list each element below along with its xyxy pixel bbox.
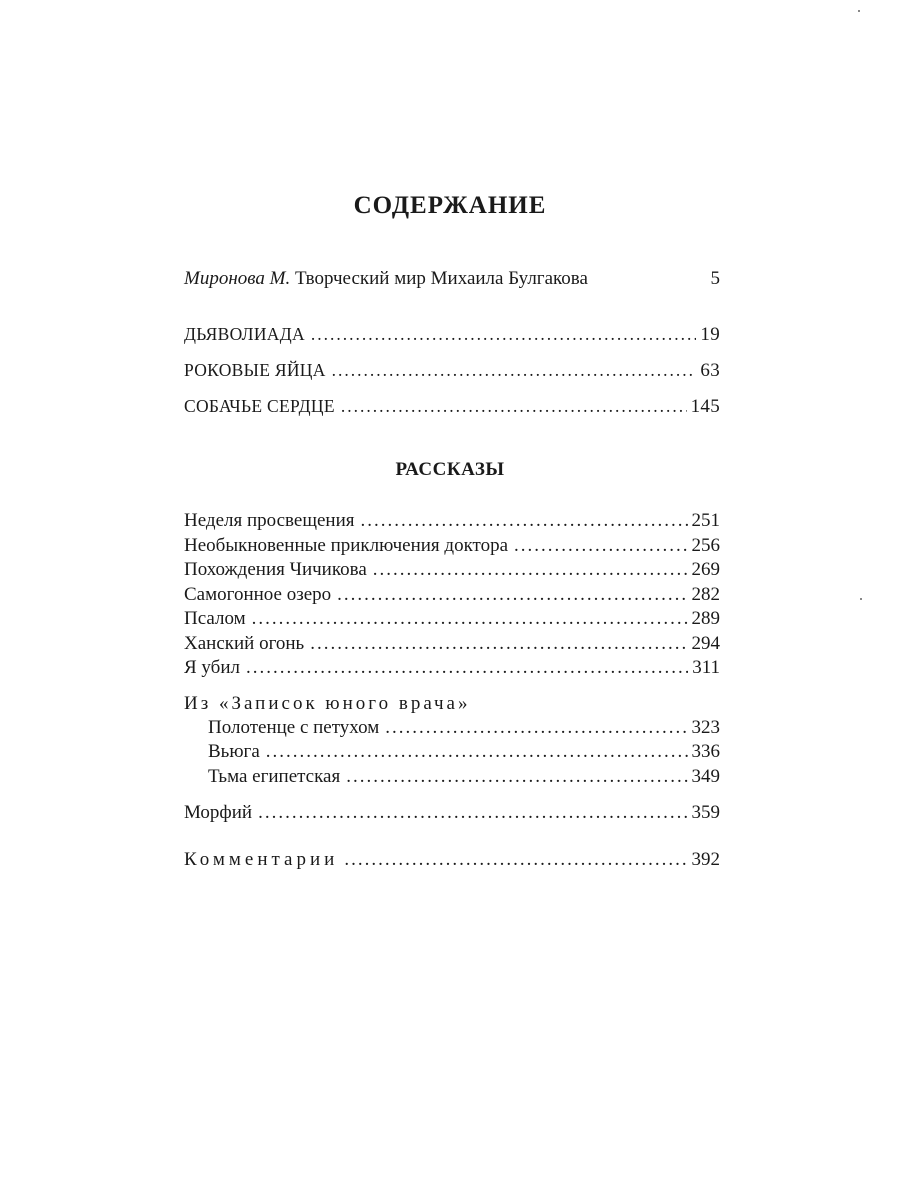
- story-title: Ханский огонь: [184, 632, 305, 654]
- novel-entry: [184, 388, 720, 424]
- dot-leader: [373, 558, 688, 583]
- spacer: [184, 838, 720, 848]
- story-page-number: 269: [691, 559, 720, 580]
- story-entry: [184, 534, 720, 559]
- story-title: Я убил: [184, 657, 240, 678]
- dot-leader: [337, 583, 687, 608]
- novel-page-number: 145: [690, 396, 720, 417]
- notes-page-number: 336: [691, 741, 720, 762]
- novels-list: [184, 316, 720, 424]
- intro-author: Миронова М.: [184, 268, 291, 289]
- novel-title: СОБАЧЬЕ СЕРДЦЕ: [184, 396, 335, 416]
- dot-leader: [266, 740, 688, 765]
- novel-page-number: 19: [700, 324, 720, 345]
- spacer: [184, 681, 720, 691]
- dot-leader: [360, 509, 687, 534]
- notes-page-number: 323: [691, 716, 720, 738]
- page-edge-mark: [860, 598, 862, 600]
- notes-entry: [184, 765, 720, 790]
- morphine-title: Морфий: [184, 802, 253, 823]
- intro-entry: [184, 268, 720, 290]
- contents-heading: СОДЕРЖАНИЕ: [353, 192, 547, 219]
- story-page-number: 311: [692, 657, 720, 678]
- intro-title: Творческий мир Михаила Булгакова: [290, 268, 588, 289]
- notes-title: Полотенце с петухом: [208, 716, 380, 738]
- dot-leader: [514, 534, 687, 559]
- dot-leader: [341, 388, 687, 424]
- notes-page-number: 349: [691, 765, 720, 787]
- dot-leader: [332, 352, 697, 388]
- dot-leader: [346, 765, 687, 790]
- story-title: Самогонное озеро: [184, 583, 332, 605]
- dot-leader: [385, 716, 687, 741]
- stories-list: [184, 509, 720, 872]
- story-page-number: 289: [691, 608, 720, 629]
- novel-page-number: 63: [700, 360, 720, 381]
- novel-entry: [184, 352, 720, 388]
- story-entry: [184, 509, 720, 534]
- page-edge-mark: [858, 10, 860, 12]
- notes-entry: [184, 716, 720, 741]
- notes-title: Вьюга: [208, 741, 260, 762]
- dot-leader: [246, 656, 688, 681]
- stories-heading: РАССКАЗЫ: [395, 459, 505, 480]
- novel-title: РОКОВЫЕ ЯЙЦА: [184, 360, 326, 380]
- dot-leader: [344, 848, 687, 873]
- notes-entry: [184, 740, 720, 765]
- spacer: [184, 789, 720, 801]
- story-title: Похождения Чичикова: [184, 559, 367, 580]
- dot-leader: [310, 632, 687, 657]
- notes-group-label: Из «Записок юного врача»: [184, 692, 471, 714]
- morphine-page-number: 359: [691, 802, 720, 823]
- toc-row: [184, 268, 720, 290]
- comments-page-number: 392: [691, 848, 720, 870]
- story-entry: [184, 558, 720, 583]
- morphine-entry: [184, 801, 720, 826]
- dot-leader: [252, 607, 688, 632]
- dot-leader: [311, 316, 697, 352]
- story-page-number: 294: [691, 632, 720, 654]
- spacer: [184, 826, 720, 838]
- story-title: Неделя просвещения: [184, 510, 355, 531]
- comments-title: Комментарии: [184, 848, 339, 870]
- story-title: Псалом: [184, 608, 246, 629]
- intro-title-group: [184, 268, 588, 290]
- story-entry: [184, 583, 720, 608]
- intro-page-number: 5: [710, 268, 720, 289]
- story-page-number: 282: [691, 583, 720, 605]
- story-page-number: 251: [691, 510, 720, 531]
- story-entry: [184, 632, 720, 657]
- story-entry: [184, 607, 720, 632]
- story-entry: [184, 656, 720, 681]
- novel-title: ДЬЯВОЛИАДА: [184, 324, 305, 344]
- dot-leader: [258, 801, 687, 826]
- notes-title: Тьма египетская: [208, 765, 341, 787]
- story-page-number: 256: [691, 534, 720, 556]
- comments-entry: [184, 848, 720, 873]
- story-title: Необыкновенные приключения доктора: [184, 534, 509, 556]
- novel-entry: [184, 316, 720, 352]
